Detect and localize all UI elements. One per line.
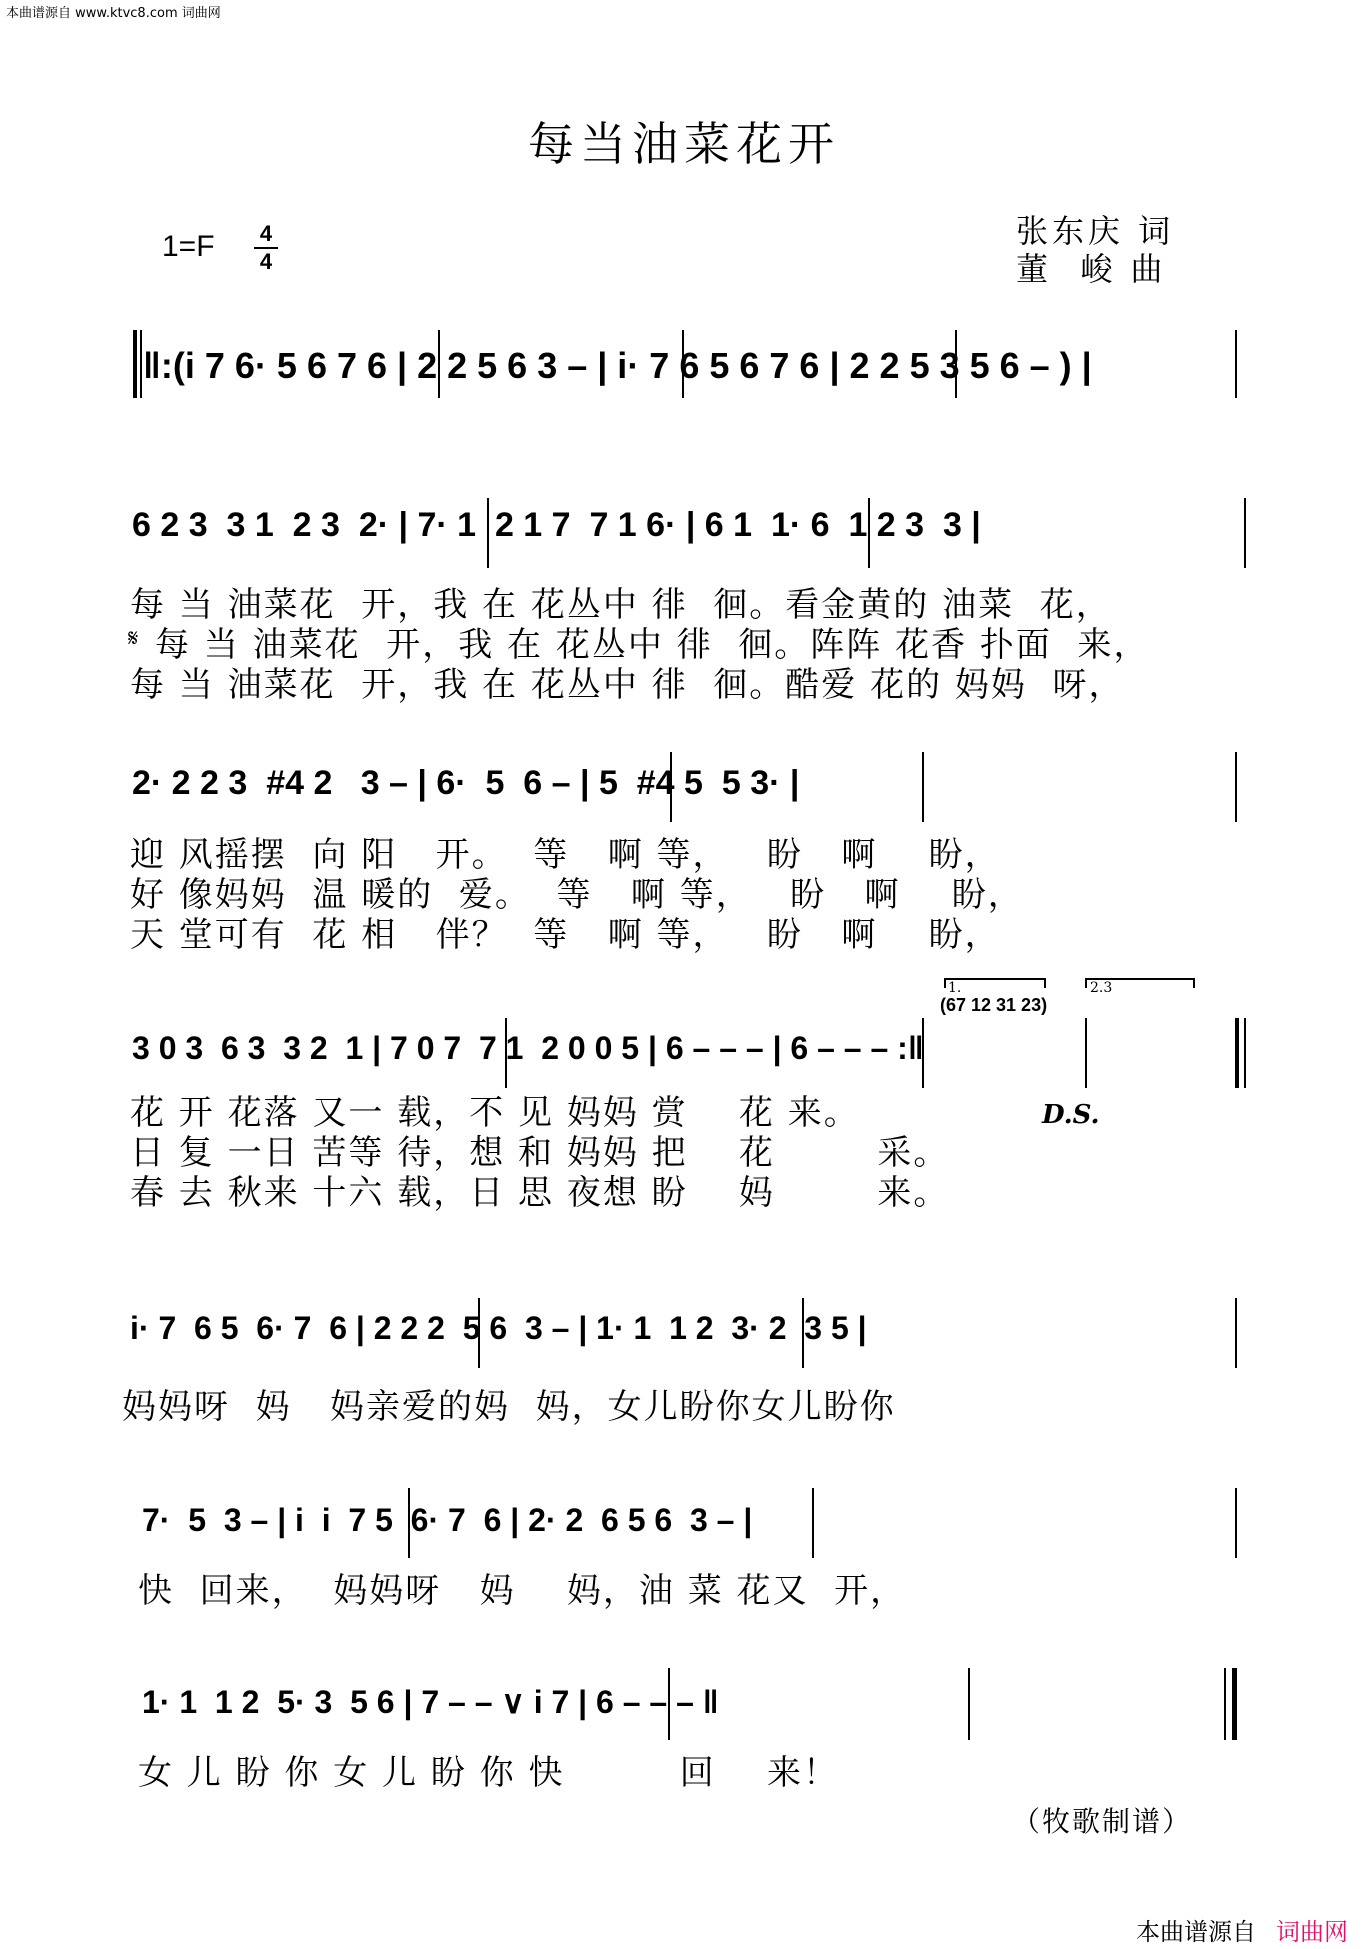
watermark-bottom-text: 本曲谱源自 — [1136, 1918, 1256, 1946]
system-3-lyric-1: 迎 风摇摆 向 阳 开。 等 啊 等， 盼 啊 盼， — [130, 835, 1001, 875]
volta-1-label: 1. — [948, 980, 962, 996]
system-4-lyric-2: 日 复 一日 苦等 待，想 和 妈妈 把 花 采。 — [130, 1133, 950, 1173]
system-3-lyric-2: 好 像妈妈 温 暖的 爱。 等 啊 等， 盼 啊 盼， — [130, 875, 1024, 915]
system-2-lyric-3: 每 当 油菜花 开，我 在 花丛中 徘 徊。酷爱 花的 妈妈 呀， — [130, 665, 1125, 705]
system-7-notes: 1· 1 1 2 5· 3 5 6 | 7 – – ∨ i 7 | 6 – – – ‖ — [142, 1684, 719, 1720]
system-6-notes: 7· 5 3 – | i i 7 5 6· 7 6 | 2· 2 6 5 6 3 – | — [142, 1502, 753, 1538]
system-5-lyric-1: 妈妈呀 妈 妈亲爱的妈 妈，女儿盼你女儿盼你 — [122, 1387, 896, 1427]
system-7-lyric-1: 女 儿 盼 你 女 儿 盼 你 快 回 来！ — [138, 1753, 839, 1793]
segno-icon: 𝄋 — [128, 624, 139, 652]
watermark-bottom — [1136, 1912, 1348, 1947]
watermark-brand: 词曲网 — [1276, 1918, 1348, 1946]
system-6-lyric-1: 快 回来， 妈妈呀 妈 妈，油 菜 花又 开， — [138, 1571, 907, 1611]
system-3-notes: 2· 2 2 3 #4 2 3 – | 6· 5 6 – | 5 #4 5 5 3· | — [132, 764, 800, 802]
time-signature-bottom: 4 — [259, 249, 273, 274]
grace-notes: (67 12 31 23) — [940, 995, 1048, 1015]
system-2-lyric-1: 每 当 油菜花 开，我 在 花丛中 徘 徊。看金黄的 油菜 花， — [130, 585, 1112, 625]
system-2-lyric-2: 每 当 油菜花 开，我 在 花丛中 徘 徊。阵阵 花香 扑面 来， — [155, 625, 1150, 665]
volta-2-label: 2.3 — [1090, 980, 1113, 996]
composer-credit: 董 峻 曲 — [1016, 250, 1167, 288]
system-2-notes: 6 2 3 3 1 2 3 2· | 7· 1 2 1 7 7 1 6· | 6 1 1· 6 1 2 3 3 | — [132, 506, 981, 544]
time-signature — [254, 222, 278, 274]
system-4-lyric-1: 花 开 花落 又一 载，不 见 妈妈 赏 花 来。 — [130, 1093, 860, 1133]
system-3-lyric-3: 天 堂可有 花 相 伴？ 等 啊 等， 盼 啊 盼， — [130, 915, 1001, 955]
time-signature-top: 4 — [259, 221, 273, 246]
song-title: 每当油菜花开 — [528, 117, 840, 171]
lyricist-credit: 张东庆 词 — [1016, 212, 1175, 250]
system-4-lyric-3: 春 去 秋来 十六 载，日 思 夜想 盼 妈 来。 — [130, 1173, 950, 1213]
ds-marking: D.S. — [1042, 1100, 1100, 1130]
arranger-credit: （牧歌制谱） — [1012, 1805, 1193, 1838]
key-signature: 1=F — [162, 230, 215, 263]
system-5-notes: i· 7 6 5 6· 7 6 | 2 2 2 5 6 3 – | 1· 1 1 2 3· 2 3 5 | — [130, 1310, 867, 1346]
system-1-notes: ‖:(i 7 6· 5 6 7 6 | 2 2 5 6 3 – | i· 7 6 5 6 7 6 | 2 2 5 3 5 6 – ) | — [143, 345, 1092, 386]
system-4-notes: 3 0 3 6 3 3 2 1 | 7 0 7 7 1 2 0 0 5 | 6 – – – | 6 – – – :‖ — [132, 1030, 924, 1066]
watermark-top: 本曲谱源自 www.ktvc8.com 词曲网 — [6, 6, 221, 21]
